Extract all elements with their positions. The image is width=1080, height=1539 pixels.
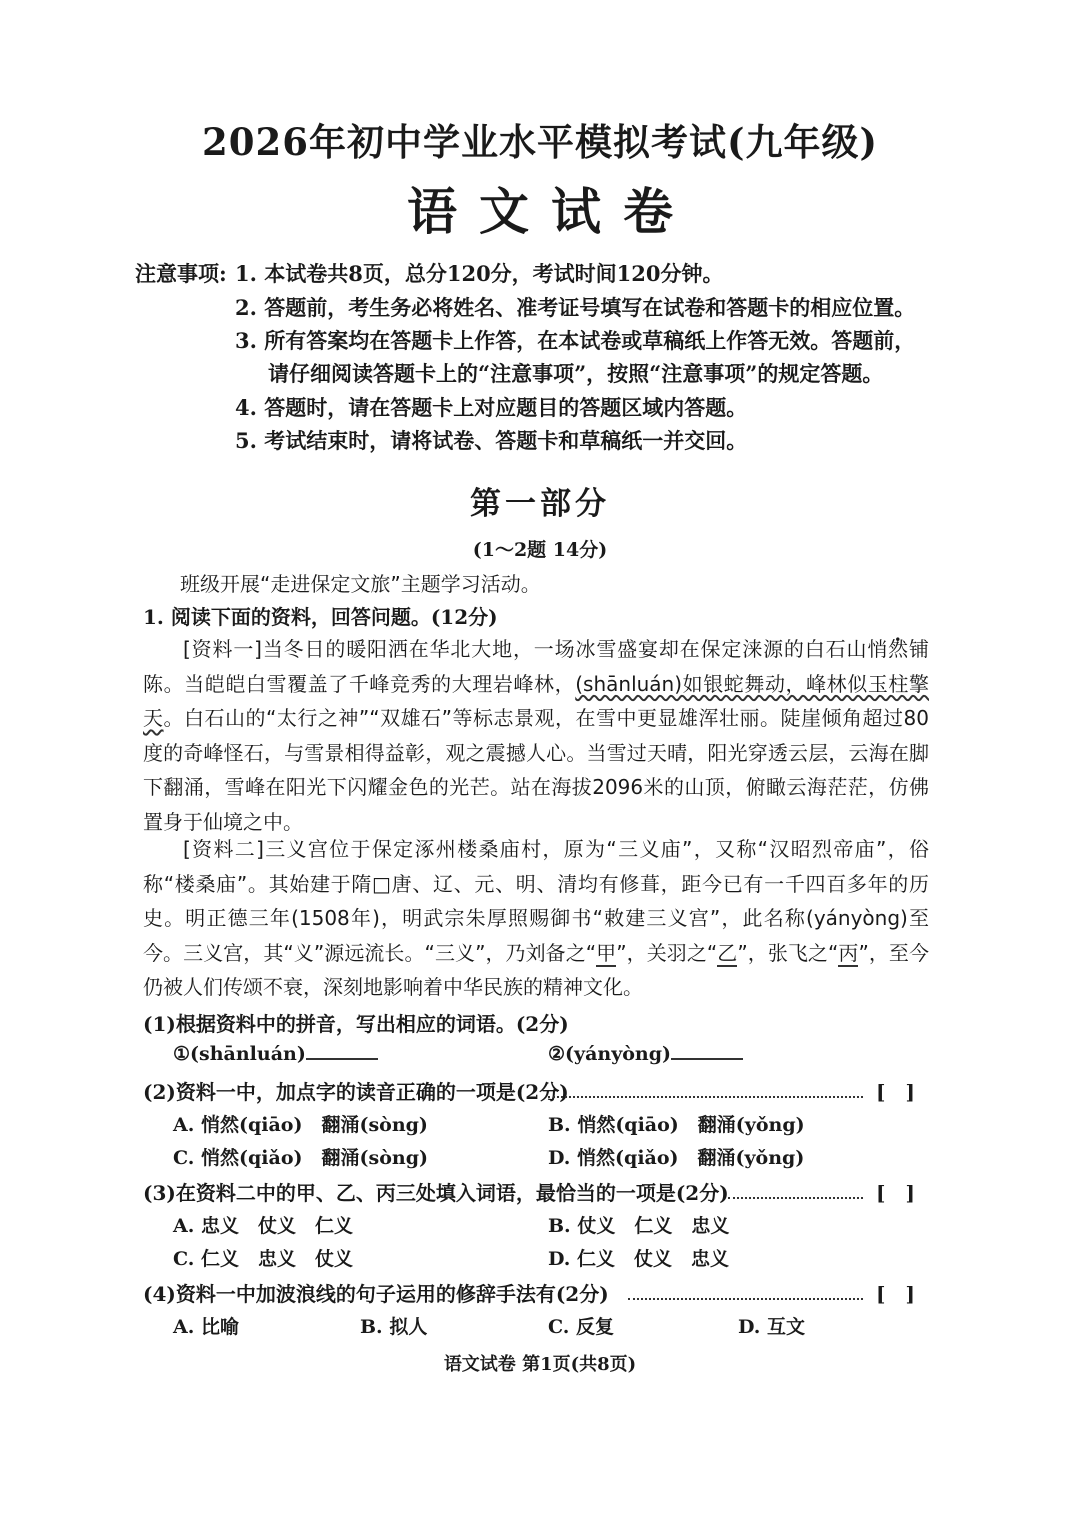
- notice-item: 4. 答题时，请在答题卡上对应题目的答题区域内答题。: [235, 395, 748, 420]
- notice-item: 2. 答题前，考生务必将姓名、准考证号填写在试卷和答题卡的相应位置。: [235, 295, 916, 320]
- option-d: [548, 1143, 804, 1170]
- box-char: □: [372, 871, 392, 896]
- option-letter: B.: [548, 1114, 571, 1136]
- notice-item: 请仔细阅读答题卡上的“注意事项”，按照“注意事项”的规定答题。: [268, 361, 884, 386]
- option-letter: B.: [360, 1316, 383, 1338]
- material-2-text: ”，关羽之“: [616, 940, 718, 965]
- pinyin-prompt: ②(yányòng): [548, 1043, 671, 1065]
- fill-blank-1: [173, 1043, 378, 1065]
- option-letter: C.: [548, 1316, 570, 1338]
- sub-question-2-stem: (2)资料一中，加点字的读音正确的一项是(2分): [143, 1080, 569, 1104]
- answer-line: [671, 1058, 743, 1060]
- material-2-text: [资料二]三义宫位于保定涿州楼桑庙村，原为“三义庙”，又称“汉昭烈帝庙”，俗称“楼桑庙”。其始建于隋: [143, 837, 929, 896]
- dotted-char: 悄: [867, 637, 889, 661]
- option-b: [360, 1312, 427, 1339]
- part-range: (1～2题 14分): [472, 539, 608, 561]
- option-b: [548, 1211, 729, 1238]
- answer-line: [306, 1058, 378, 1060]
- material-1-text: [资料一]当冬日的暖阳洒在华北大地，一场冰雪盛宴却在保定涞源的白石山: [183, 637, 868, 661]
- material-1: [143, 632, 929, 832]
- notice-item: 3. 所有答案均在答题卡上作答，在本试卷或草稿纸上作答无效。答题前，: [235, 328, 916, 353]
- leader-dots: [728, 1197, 863, 1199]
- blank-bing: 丙: [838, 940, 859, 965]
- wavy-underlined-sentence: (shānluán)如银蛇舞动，峰林似玉柱擎天: [143, 671, 930, 730]
- option-a: [173, 1312, 239, 1339]
- material-2: [143, 832, 929, 1002]
- option-word: 反复: [576, 1316, 615, 1338]
- option-letter: A.: [173, 1316, 195, 1338]
- option-a: [173, 1110, 428, 1137]
- blank-jia: 甲: [596, 940, 617, 965]
- notice-item: 5. 考试结束时，请将试卷、答题卡和草稿纸一并交回。: [235, 428, 748, 453]
- option-c: [173, 1244, 353, 1271]
- option-letter: D.: [548, 1248, 571, 1270]
- option-word: 悄然(qiǎo): [577, 1147, 679, 1169]
- option-d: [548, 1244, 729, 1271]
- option-letter: A.: [173, 1215, 195, 1237]
- option-word: 翻涌(yǒng): [697, 1147, 805, 1169]
- part-title: 第一部分: [470, 486, 610, 522]
- option-word: 比喻: [200, 1316, 239, 1338]
- option-word: 忠义 仗义 仁义: [200, 1215, 353, 1237]
- leader-dots: [628, 1298, 863, 1300]
- option-d: [738, 1312, 805, 1339]
- option-b: [548, 1110, 805, 1137]
- option-word: 拟人: [389, 1316, 428, 1338]
- exam-title: 2026年初中学业水平模拟考试(九年级): [202, 120, 878, 164]
- option-word: 仗义 仁义 忠义: [577, 1215, 730, 1237]
- material-1-text: 然铺陈。当皑皑白雪覆盖了千峰竞秀的大理岩峰林，: [143, 637, 930, 696]
- answer-bracket: [ ]: [876, 1181, 915, 1205]
- material-2-text: ”，张飞之“: [737, 940, 839, 965]
- sub-question-3-stem: (3)在资料二中的甲、乙、丙三处填入词语，最恰当的一项是(2分): [143, 1181, 729, 1205]
- notice-label: 注意事项:: [135, 261, 227, 286]
- sub-question-4-stem: (4)资料一中加波浪线的句子运用的修辞手法有(2分): [143, 1282, 609, 1306]
- material-2-text: ”，至今仍被人们传颂不衰，深刻地影响着中华民族的精神文化。: [143, 940, 929, 999]
- sub-question-1-stem: (1)根据资料中的拼音，写出相应的词语。(2分): [143, 1012, 569, 1036]
- option-word: 仁义 忠义 仗义: [201, 1248, 354, 1270]
- fill-blank-2: [548, 1043, 743, 1065]
- option-word: 仁义 仗义 忠义: [577, 1248, 730, 1270]
- option-letter: C.: [173, 1147, 195, 1169]
- option-word: 翻涌(yǒng): [697, 1114, 805, 1136]
- part-intro: 班级开展“走进保定文旅”主题学习活动。: [180, 572, 541, 596]
- pinyin-prompt: ①(shānluán): [173, 1043, 306, 1065]
- option-letter: D.: [548, 1147, 571, 1169]
- leader-dots: [548, 1096, 863, 1098]
- option-a: [173, 1211, 353, 1238]
- answer-bracket: [ ]: [876, 1080, 915, 1104]
- material-1-text: 。白石山的“太行之神”“双雄石”等标志景观，在雪中更显雄浑壮丽。陡崖倾角超过80度的奇峰怪石，与雪景相得益彰，观之震撼人心。当雪过天晴，阳光穿透云层，云海在脚下翻涌，雪峰在阳光下闪耀金色的光芒。站在海拔2096米的山顶，俯瞰云海茫茫，仿佛置身于仙境之中。: [143, 706, 930, 834]
- option-word: 翻涌(sòng): [321, 1114, 428, 1136]
- blank-yi: 乙: [717, 940, 738, 965]
- option-letter: A.: [173, 1114, 195, 1136]
- answer-bracket: [ ]: [876, 1282, 915, 1306]
- option-word: 悄然(qiāo): [577, 1114, 679, 1136]
- option-c: [173, 1143, 428, 1170]
- option-word: 悄然(qiāo): [200, 1114, 303, 1136]
- option-letter: B.: [548, 1215, 571, 1237]
- question-1-stem: 1. 阅读下面的资料，回答问题。(12分): [143, 605, 498, 629]
- option-letter: C.: [173, 1248, 195, 1270]
- option-word: 悄然(qiǎo): [201, 1147, 303, 1169]
- option-word: 互文: [767, 1316, 806, 1338]
- option-c: [548, 1312, 614, 1339]
- paper-title: 语文试卷: [407, 182, 695, 241]
- option-letter: D.: [738, 1316, 761, 1338]
- notice-item: 1. 本试卷共8页，总分120分，考试时间120分钟。: [235, 261, 724, 286]
- material-2-text: 唐、辽、元、明、清均有修葺，距今已有一千四百多年的历史。明正德三年(1508年)，明武宗朱厚照赐御书“敕建三义宫”，此名称(yányòng)至今。三义宫，其“义”源远流长。“三义”，乃刘备之“: [143, 871, 929, 965]
- option-word: 翻涌(sòng): [321, 1147, 428, 1169]
- page-footer: 语文试卷 第1页(共8页): [443, 1354, 637, 1375]
